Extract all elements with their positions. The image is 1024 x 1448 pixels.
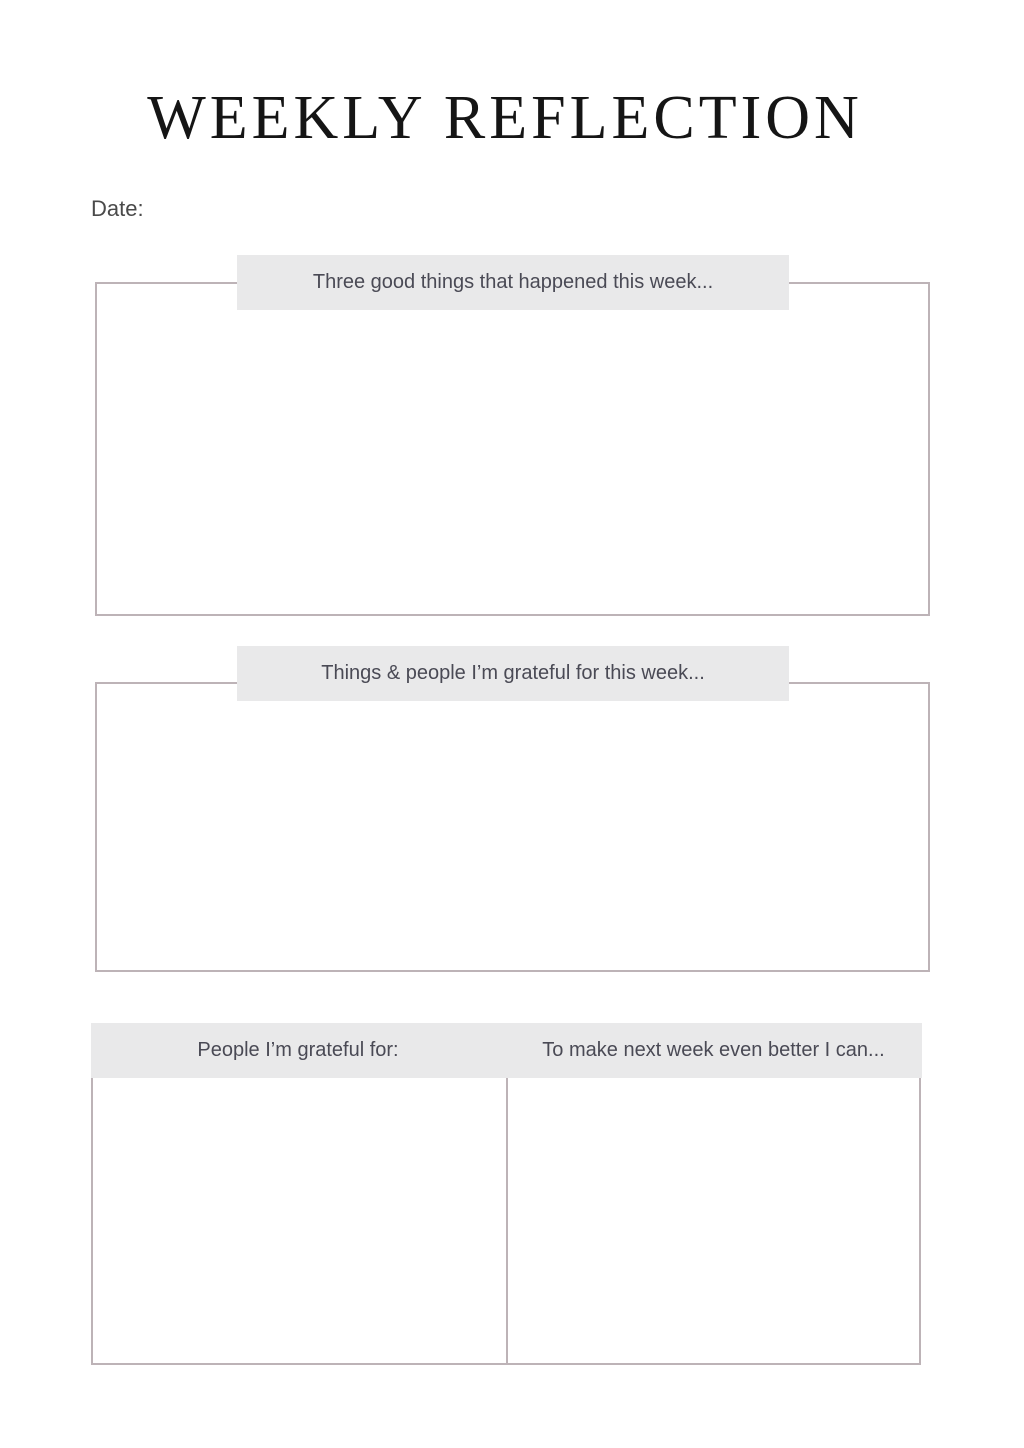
good-things-heading: Three good things that happened this week...: [312, 271, 714, 293]
grateful-things-heading-band: [237, 646, 789, 701]
next-week-heading: To make next week even better I can...: [542, 1039, 885, 1061]
next-week-writing-area[interactable]: [507, 1078, 919, 1363]
good-things-box[interactable]: [95, 282, 930, 616]
grateful-things-box[interactable]: [95, 682, 930, 972]
two-column-heading-band: [91, 1023, 922, 1078]
people-grateful-writing-area[interactable]: [93, 1078, 505, 1363]
grateful-things-heading: Things & people I’m grateful for this week...: [321, 662, 705, 684]
page-title: WEEKLY REFLECTION: [147, 84, 863, 152]
date-label: Date:: [91, 196, 144, 221]
good-things-heading-band: [237, 255, 789, 310]
people-grateful-heading: People I’m grateful for:: [197, 1039, 399, 1061]
